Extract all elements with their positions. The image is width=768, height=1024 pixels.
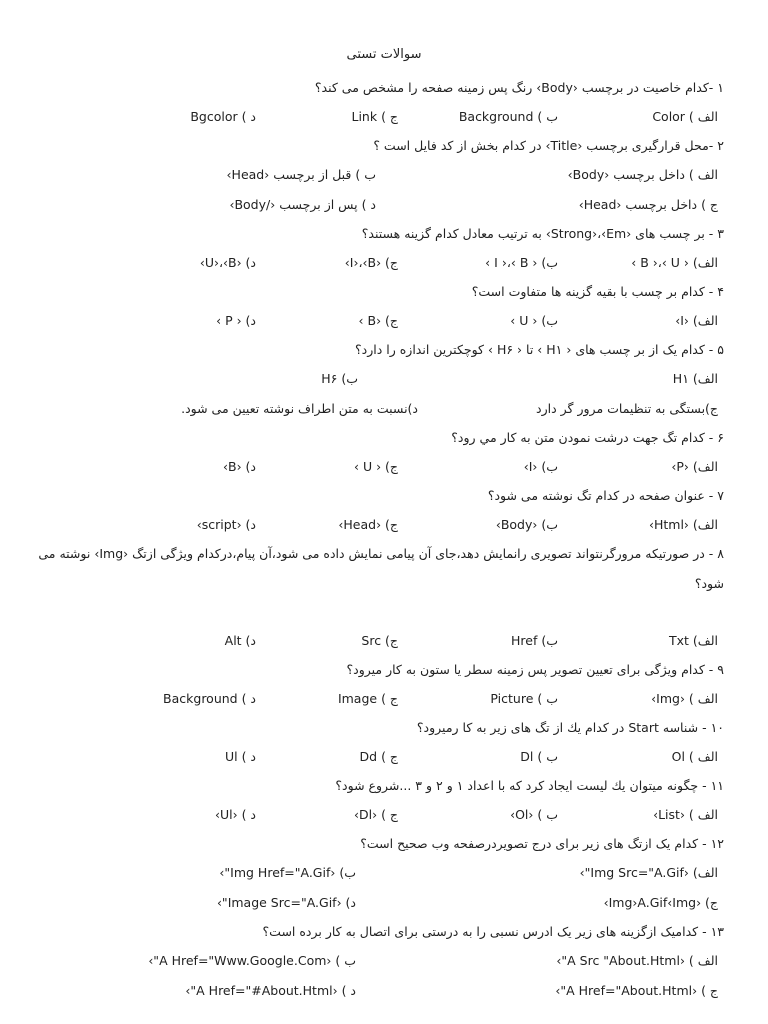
- option-b: ب ) قبل از برچسب ‹Head›: [226, 167, 376, 182]
- option-c: ج ) Link: [351, 109, 398, 124]
- option-b: ب ) Background: [458, 109, 558, 124]
- option-c: ج ) داخل برچسب ‹Head›: [578, 197, 718, 212]
- option-b: ب ) ‹Ol›: [510, 807, 558, 822]
- option-c: ج)بستگی به تنظیمات مرور گر دارد: [536, 401, 718, 416]
- question-13-options-row2: [0, 981, 768, 1001]
- option-b: ب) Href: [511, 633, 558, 648]
- question-5: ۵ - کدام یک از بر چسب های ‹ H۱ › تا ‹ H۶ › کوچکترین اندازه را دارد؟: [355, 342, 724, 357]
- question-5-options-row2: [0, 399, 768, 419]
- question-3-options: [0, 253, 768, 273]
- option-a: الف) ‹Html›: [648, 517, 718, 532]
- question-3: ۳ - بر چسب های ‹Strong›،‹Em› به ترتیب معادل کدام گزینه هستند؟: [361, 226, 724, 241]
- option-d: د ) ‹A Href="#About.Html"›: [185, 983, 356, 998]
- question-8: ۸ - در صورتیکه مرورگرنتواند تصویری رانمایش دهد،جای آن پیامی نمایش داده می شود،آن پیام،درکدام ویژگی ازتگ ‹Img› نوشته می شود؟: [38, 546, 724, 591]
- option-d: د)نسبت به متن اطراف نوشته تعیین می شود.: [181, 401, 418, 416]
- question-4-options: [0, 311, 768, 331]
- question-13-options: [0, 951, 768, 971]
- option-a: الف) ‹Img Src="A.Gif"›: [579, 865, 718, 880]
- option-d: د) ‹B›: [223, 459, 256, 474]
- question-11-options: [0, 805, 768, 825]
- question-12-options-row2: [0, 893, 768, 913]
- option-a: الف ) Ol: [671, 749, 718, 764]
- option-a: الف) Txt: [668, 633, 718, 648]
- question-9-options: [0, 689, 768, 709]
- option-b: ب ) Dl: [520, 749, 558, 764]
- question-12: ۱۲ - کدام یک ازتگ های زیر برای درج تصویردرصفحه وب صحیح است؟: [360, 836, 724, 851]
- question-1-options: [0, 107, 768, 127]
- question-7-options: [0, 515, 768, 535]
- question-7: ۷ - عنوان صفحه در کدام تگ نوشته می شود؟: [487, 488, 724, 503]
- option-c: ج) ‹I›،‹B›: [344, 255, 398, 270]
- option-a: الف) ‹P›: [671, 459, 718, 474]
- option-a: الف ) ‹Img›: [651, 691, 718, 706]
- option-b: ب) ‹ U ›: [510, 313, 558, 328]
- option-a: الف) ‹ B ›،‹ U ›: [631, 255, 718, 270]
- question-6-options: [0, 457, 768, 477]
- option-c: ج) ‹Img›A.Gif‹Img›: [603, 895, 718, 910]
- option-a: الف ) داخل برچسب ‹Body›: [567, 167, 718, 182]
- page-title: [0, 47, 768, 62]
- option-c: ج) ‹ U ›: [353, 459, 398, 474]
- option-d: د) ‹U›،‹B›: [199, 255, 256, 270]
- question-10-options: [0, 747, 768, 767]
- option-d: د) ‹script›: [196, 517, 256, 532]
- option-b: ب) ‹Body›: [495, 517, 558, 532]
- option-c: ج ) ‹A Href="About.Html"›: [555, 983, 718, 998]
- option-d: د ) Ul: [224, 749, 256, 764]
- option-d: د) Alt: [224, 633, 256, 648]
- option-c: ج ) Dd: [359, 749, 398, 764]
- option-c: ج) Src: [361, 633, 398, 648]
- option-c: ج) ‹Head›: [338, 517, 398, 532]
- question-12-options: [0, 863, 768, 883]
- option-d: د ) ‹Ul›: [214, 807, 256, 822]
- question-2-options-row2: [0, 195, 768, 215]
- option-a: الف) ‹I›: [675, 313, 718, 328]
- question-13: ۱۳ - کدامیک ازگزینه های زیر یک ادرس نسبی را به درستی برای اتصال به کار برده است؟: [262, 924, 724, 939]
- option-d: د ) پس از برچسب ‹/Body›: [229, 197, 376, 212]
- option-c: ج ) Image: [337, 691, 398, 706]
- question-2: ۲ -محل قرارگیری برچسب ‹Title› در کدام بخش از کد فایل است ؟: [373, 138, 724, 153]
- question-8-options: [0, 631, 768, 651]
- option-d: د ) Background: [163, 691, 256, 706]
- question-9: ۹ - کدام ویژگی برای تعیین تصویر پس زمینه سطر یا ستون به کار میرود؟: [346, 662, 724, 677]
- option-d: د) ‹Image Src="A.Gif"›: [216, 895, 356, 910]
- option-a: الف ) ‹A Src "About.Html"›: [556, 953, 718, 968]
- question-1: ۱ -کدام خاصیت در برچسب ‹Body› رنگ پس زمینه صفحه را مشخص می کند؟: [314, 80, 724, 95]
- page-title-text: سوالات تستی: [346, 47, 422, 62]
- option-b: ب ) ‹A Href="Www.Google.Com"›: [148, 953, 356, 968]
- option-b: ب ) Picture: [490, 691, 558, 706]
- option-a: الف ) Color: [652, 109, 718, 124]
- option-a: الف ) ‹List›: [653, 807, 718, 822]
- question-5-options: [0, 369, 768, 389]
- option-b: ب) ‹ I ›،‹ B ›: [485, 255, 558, 270]
- option-a: الف) H۱: [672, 371, 718, 386]
- question-10: ۱۰ - شناسه Start در کدام يك از تگ های زیر به کا رمیرود؟: [416, 720, 724, 735]
- option-b: ب) ‹I›: [523, 459, 558, 474]
- option-d: د) ‹ P ›: [216, 313, 256, 328]
- option-c: ج ) ‹Dl›: [353, 807, 398, 822]
- option-d: د ) Bgcolor: [190, 109, 256, 124]
- option-c: ج) ‹B ›: [358, 313, 398, 328]
- option-b: ب) ‹Img Href="A.Gif"›: [219, 865, 356, 880]
- question-4: ۴ - کدام بر چسب با بقیه گزینه ها متفاوت است؟: [471, 284, 724, 299]
- option-b: ب) H۶: [321, 371, 358, 386]
- question-11: ۱۱ - چگونه میتوان يك ليست ایجاد کرد که با اعداد ۱ و ۲ و ۳ ...شروع شود؟: [335, 778, 724, 793]
- question-6: ۶ - کدام تگ جهت درشت نمودن متن به کار مي رود؟: [451, 430, 724, 445]
- question-2-options: [0, 165, 768, 185]
